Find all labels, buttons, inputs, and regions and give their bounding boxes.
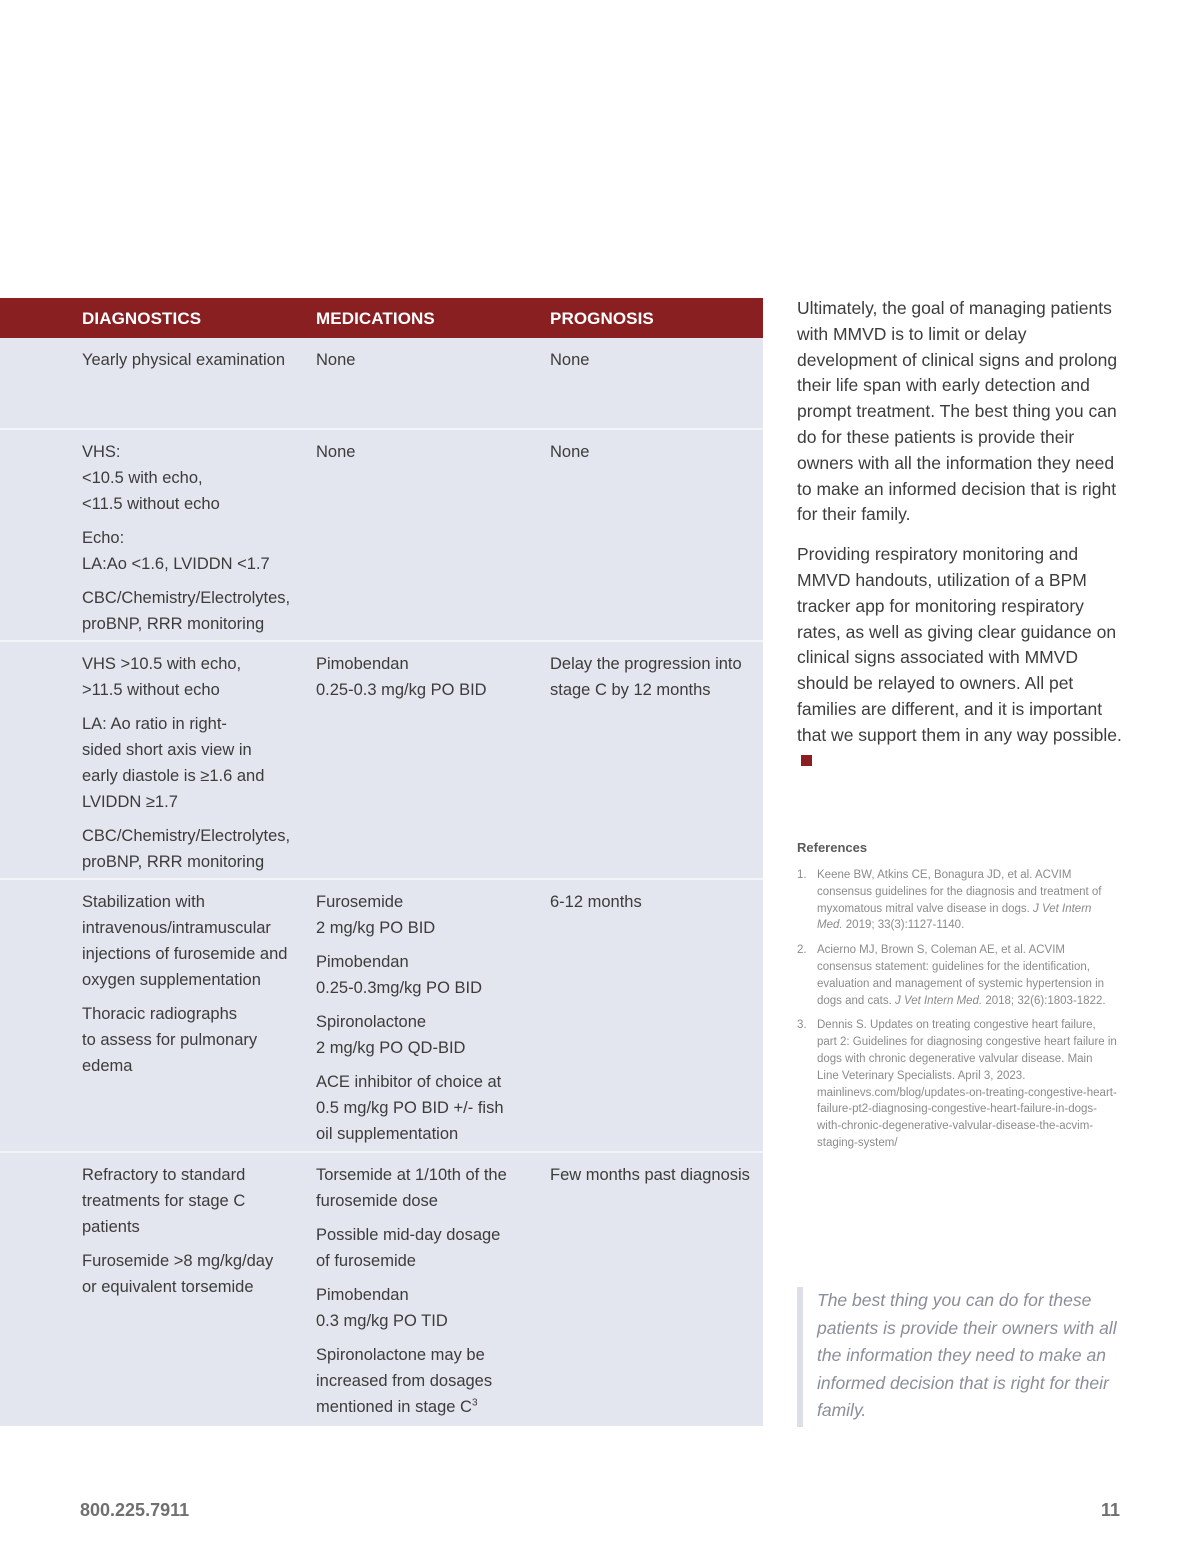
medications-cell	[316, 347, 526, 381]
cell-line: increased from dosages	[316, 1372, 493, 1390]
table-row	[0, 642, 763, 878]
cell-paragraph	[82, 889, 292, 993]
cell-line: mentioned in stage $C^3$	[316, 1397, 478, 1416]
row-divider	[0, 1151, 763, 1153]
cell-line: sided short axis view in	[82, 741, 252, 759]
cell-paragraph	[550, 1162, 755, 1188]
prognosis-cell	[550, 347, 755, 381]
cell-paragraph	[82, 1248, 292, 1300]
cell-paragraph	[316, 347, 526, 373]
reference-citation: 2018; 32(6):1803-1822.	[982, 994, 1106, 1007]
cell-line: Spironolactone may be	[316, 1346, 485, 1364]
diagnostics-cell	[82, 1162, 292, 1308]
cell-paragraph	[550, 439, 755, 465]
cell-line: VHS >10.5 with echo,	[82, 655, 242, 673]
reference-text: Acierno MJ, Brown S, Coleman AE, et al. ACVIM consensus statement: guidelines for the identification, evaluation and management of systemic hypertension in dogs and cats.	[817, 944, 1105, 1007]
cell-paragraph	[550, 347, 755, 373]
pull-quote-text: The best thing you can do for these patients is provide their owners with all the information they need to make an informed decision that is right for their family.	[817, 1290, 1117, 1421]
cell-line: Echo:	[82, 529, 125, 547]
cell-line: None	[550, 351, 590, 369]
table-row	[0, 430, 763, 640]
cell-line: to assess for pulmonary	[82, 1031, 258, 1049]
cell-paragraph	[82, 1001, 292, 1079]
cell-line: LVIDDN ≥1.7	[82, 793, 178, 811]
cell-line: Yearly physical examination	[82, 351, 286, 369]
pull-quote	[797, 1287, 1123, 1427]
cell-line: Pimobendan	[316, 655, 409, 673]
cell-paragraph	[82, 585, 292, 637]
prognosis-cell	[550, 651, 755, 711]
cell-paragraph	[82, 711, 292, 815]
cell-paragraph	[316, 1342, 526, 1420]
cell-line: furosemide dose	[316, 1192, 438, 1210]
cell-paragraph	[316, 1069, 526, 1147]
treatment-table	[0, 298, 763, 1416]
row-divider	[0, 428, 763, 430]
cell-line: 2 mg/kg PO QD-BID	[316, 1039, 466, 1057]
cell-paragraph	[316, 439, 526, 465]
cell-line: injections of furosemide and	[82, 945, 288, 963]
cell-paragraph	[82, 1162, 292, 1240]
citation-superscript: 3	[471, 1397, 478, 1409]
medications-cell	[316, 889, 526, 1155]
cell-paragraph	[82, 347, 292, 373]
row-divider	[0, 640, 763, 642]
cell-line: Few months past diagnosis	[550, 1166, 750, 1184]
reference-number: 1.	[797, 869, 807, 881]
cell-line: stage C by 12 months	[550, 681, 711, 699]
cell-line: LA:Ao <1.6, LVIDDN <1.7	[82, 555, 270, 573]
diagnostics-cell	[82, 439, 292, 645]
reference-text: Dennis S. Updates on treating congestive heart failure, part 2: Guidelines for diagnosing congestive heart failure in dogs with chronic degenerative valvular disease. Main Line Veterinary Specialists. April 3, 2023. mainlinevs.com/blog/updates-on-treating-congestive-heart-failure-pt2-diagnosing-congestive-heart-failure-in-dogs-with-chronic-degenerative-valvular-disease-the-acvim-staging-system/	[817, 1019, 1117, 1149]
cell-line: Spironolactone	[316, 1013, 427, 1031]
diagnostics-cell	[82, 651, 292, 883]
reference-journal: J Vet Intern Med.	[817, 902, 1092, 932]
prognosis-cell	[550, 1162, 755, 1196]
reference-item	[797, 942, 1117, 1009]
cell-paragraph	[316, 1009, 526, 1061]
cell-paragraph	[316, 1222, 526, 1274]
diagnostics-cell	[82, 889, 292, 1087]
cell-line: None	[550, 443, 590, 461]
cell-line: oil supplementation	[316, 1125, 459, 1143]
paragraph: Ultimately, the goal of managing patients with MMVD is to limit or delay development of clinical signs and prolong their life span with early detection and prompt treatment. The best thing you can do for these patients is provide their owners with all the information they need to make an informed decision that is right for their family.	[797, 298, 1118, 525]
cell-line: 0.5 mg/kg PO BID +/- fish	[316, 1099, 504, 1117]
cell-line: CBC/Chemistry/Electrolytes,	[82, 589, 291, 607]
cell-line: LA: Ao ratio in right-	[82, 715, 227, 733]
cell-line: Pimobendan	[316, 953, 409, 971]
reference-number: 2.	[797, 944, 807, 957]
cell-line: of furosemide	[316, 1252, 416, 1270]
paragraph	[797, 542, 1127, 774]
cell-line: Furosemide	[316, 893, 404, 911]
cell-line: 0.25-0.3 mg/kg PO BID	[316, 681, 487, 699]
cell-line: early diastole is ≥1.6 and	[82, 767, 265, 785]
table-row	[0, 880, 763, 1151]
cell-line: CBC/Chemistry/Electrolytes,	[82, 827, 291, 845]
cell-line: 2 mg/kg PO BID	[316, 919, 436, 937]
paragraph-text: Providing respiratory monitoring and MMVD handouts, utilization of a BPM tracker app for monitoring respiratory rates, as well as giving clear guidance on clinical signs associated with MMVD should be relayed to owners. All pet families are different, and it is important that we support them in any way possible.	[797, 544, 1122, 745]
cell-paragraph	[82, 651, 292, 703]
reference-text: Keene BW, Atkins CE, Bonagura JD, et al. ACVIM consensus guidelines for the diagnosis and treatment of myxomatous mitral valve disease in dogs.	[817, 869, 1102, 915]
cell-line: proBNP, RRR monitoring	[82, 615, 265, 633]
cell-line: 0.25-0.3mg/kg PO BID	[316, 979, 482, 997]
reference-item	[797, 1017, 1117, 1151]
cell-line: edema	[82, 1057, 133, 1075]
cell-line: <11.5 without echo	[82, 495, 220, 513]
cell-paragraph	[316, 651, 526, 703]
cell-line: Possible mid-day dosage	[316, 1226, 501, 1244]
footer-phone: 800.225.7911	[80, 1500, 190, 1520]
prognosis-cell	[550, 889, 755, 923]
row-divider	[0, 878, 763, 880]
table-header	[0, 298, 763, 338]
cell-line: Furosemide >8 mg/kg/day	[82, 1252, 274, 1270]
cell-line: proBNP, RRR monitoring	[82, 853, 265, 871]
cell-line: Stabilization with	[82, 893, 205, 911]
body-text	[797, 296, 1127, 788]
cell-line: 0.3 mg/kg PO TID	[316, 1312, 448, 1330]
table-row	[0, 338, 763, 428]
cell-line: intravenous/intramuscular	[82, 919, 271, 937]
cell-line: 6-12 months	[550, 893, 642, 911]
cell-line: None	[316, 351, 356, 369]
cell-paragraph	[316, 1162, 526, 1214]
cell-paragraph	[550, 889, 755, 915]
cell-line: Torsemide at 1/10th of the	[316, 1166, 507, 1184]
references-list	[797, 867, 1117, 1152]
reference-journal: J Vet Intern Med.	[895, 994, 983, 1007]
cell-line: >11.5 without echo	[82, 681, 220, 699]
cell-line: Pimobendan	[316, 1286, 409, 1304]
cell-paragraph	[316, 889, 526, 941]
end-of-article-icon	[801, 755, 812, 766]
cell-line: <10.5 with echo,	[82, 469, 203, 487]
medications-cell	[316, 439, 526, 473]
cell-line: patients	[82, 1218, 140, 1236]
prognosis-cell	[550, 439, 755, 473]
table-row	[0, 1153, 763, 1426]
reference-item	[797, 867, 1117, 934]
cell-paragraph	[82, 439, 292, 517]
cell-line: oxygen supplementation	[82, 971, 261, 989]
cell-line: Thoracic radiographs	[82, 1005, 237, 1023]
medications-cell	[316, 651, 526, 711]
cell-line: or equivalent torsemide	[82, 1278, 254, 1296]
cell-line: None	[316, 443, 356, 461]
references	[797, 840, 1117, 1160]
diagnostics-cell	[82, 347, 292, 381]
header-diagnostics: DIAGNOSTICS	[82, 309, 202, 328]
cell-paragraph	[316, 1282, 526, 1334]
page-number: 11	[1100, 1500, 1120, 1520]
cell-paragraph	[316, 949, 526, 1001]
cell-line: ACE inhibitor of choice at	[316, 1073, 502, 1091]
cell-paragraph	[82, 525, 292, 577]
references-title: References	[797, 840, 868, 855]
header-medications: MEDICATIONS	[316, 309, 435, 328]
medications-cell	[316, 1162, 526, 1428]
reference-citation: 2019; 33(3):1127-1140.	[842, 919, 965, 932]
header-prognosis: PROGNOSIS	[550, 309, 654, 328]
reference-number: 3.	[797, 1019, 807, 1032]
cell-line: treatments for stage C	[82, 1192, 246, 1210]
cell-line: VHS:	[82, 443, 121, 461]
cell-paragraph	[550, 651, 755, 703]
cell-line: Refractory to standard	[82, 1166, 246, 1184]
cell-paragraph	[82, 823, 292, 875]
cell-line: Delay the progression into	[550, 655, 742, 673]
